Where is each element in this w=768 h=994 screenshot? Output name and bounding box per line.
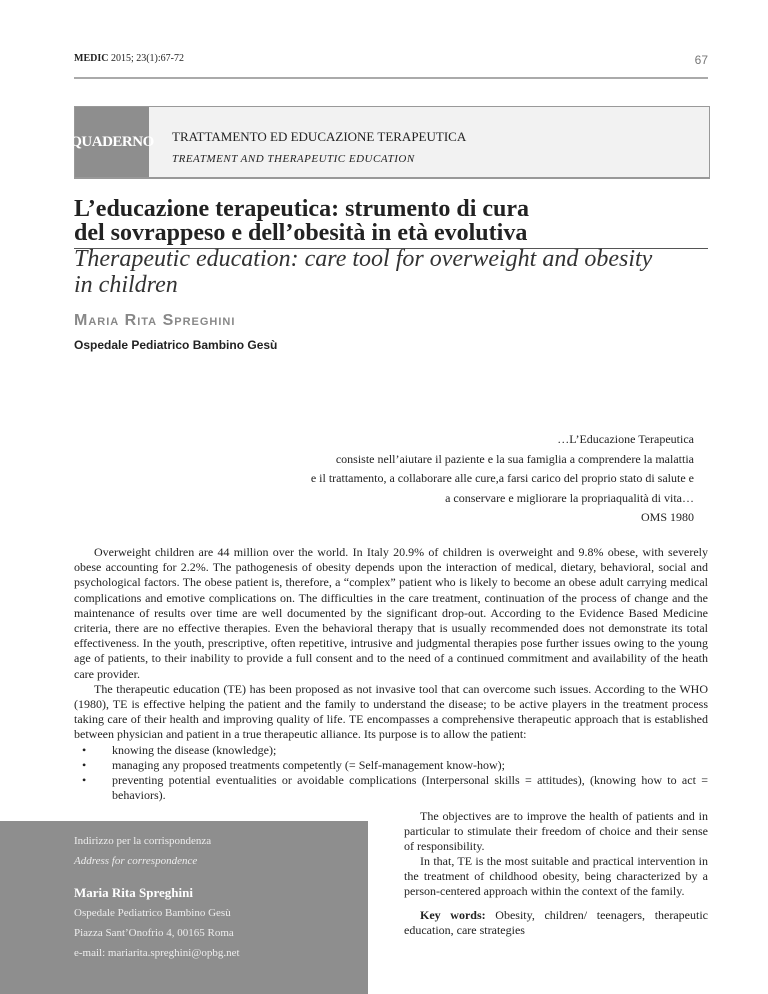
right-column — [404, 809, 708, 938]
citation: MEDIC 2015; 23(1):67-72 — [74, 53, 184, 64]
quote-line: …L’Educazione Terapeutica — [557, 432, 694, 446]
correspondence-label-en: Address for correspondence — [74, 855, 198, 867]
keywords-label: Key words: — [420, 908, 486, 922]
section-box — [70, 106, 710, 179]
correspondence-institution: Ospedale Pediatrico Bambino Gesù — [74, 907, 231, 919]
correspondence-address: Piazza Sant’Onofrio 4, 00165 Roma — [74, 927, 234, 939]
paragraph: In that, TE is the most suitable and practical intervention in the treatment of childhood obesity, being characterized by a person-centered approach within the context of the family. — [404, 854, 708, 898]
correspondence-box — [0, 821, 368, 994]
list-item: • preventing potential eventualities or avoidable complications (Interpersonal skills = attitudes), (knowing how to act = behaviors). — [112, 773, 708, 803]
author-affiliation: Ospedale Pediatrico Bambino Gesù — [74, 338, 278, 352]
correspondence-label-it: Indirizzo per la corrispondenza — [74, 835, 212, 847]
paragraph: The therapeutic education (TE) has been proposed as not invasive tool that can overcome such issues. According to the WHO (1980), TE is effective helping the patient and the family to understand the disease; to be active players in the treatment process taking care of their health and improving quality of life. TE encompasses a comprehensive therapeutic approach that is established between physician and patient in a true therapeutic alliance. Its purpose is to allow the patient: — [74, 681, 708, 742]
epigraph-quote — [311, 430, 694, 528]
keywords-value: Obesity, children/ teenagers, therapeutic education, care strategies — [404, 908, 709, 937]
header-rule — [74, 77, 708, 79]
section-label: QUADERNO — [75, 107, 149, 177]
article-title — [74, 197, 708, 249]
running-header — [74, 53, 708, 67]
paragraph: Overweight children are 44 million over the world. In Italy 20.9% of children is overweight and 9.8% obese, with severely obese accounting for 2.2%. The pathogenesis of obesity depends upon the interaction of medical, dietary, behavioral, social and psychological factors. The obese patient is, therefore, a “complex” patient who is likely to become an obese adult carrying medical complications and emotive complications on. The difficulties in the care treatment, continuation of the process of change and the maintenance of results over time are well documented by the significant drop-out. According to the Evidence Based Medicine criteria, there are no effective therapies. Even the behavioral therapy that is usually recommended does not demonstrate its total effectiveness. In the youth, prescriptive, often repetitive, intrusive and judgmental therapies pose further issues owing to the young age of patients, to their inability to provide a full consent and to the need of a continued commitment and availability of the heath care provider. — [74, 545, 708, 681]
quote-line: consiste nell’aiutare il paziente e la sua famiglia a comprendere la malattia — [335, 451, 694, 466]
page-number: 67 — [694, 53, 708, 67]
title-line: del sovrappeso e dell’obesità in età evolutiva — [74, 220, 528, 246]
list-item: • managing any proposed treatments competently (= Self-management know-how); — [112, 758, 708, 773]
quote-source: OMS 1980 — [640, 510, 694, 524]
article-subtitle: Therapeutic education: care tool for overweight and obesity in children — [74, 246, 653, 298]
section-title-it: TRATTAMENTO ED EDUCAZIONE TERAPEUTICA — [172, 129, 467, 144]
author-name: Maria Rita Spreghini — [74, 312, 236, 329]
quote-line: a conservare e migliorare la propriaqualità di vita… — [445, 490, 694, 505]
quote-line: e il trattamento, a collaborare alle cure,a farsi carico del proprio stato di salute e — [310, 471, 694, 485]
section-title-en: TREATMENT AND THERAPEUTIC EDUCATION — [172, 153, 415, 165]
purpose-list — [74, 743, 708, 804]
correspondence-email[interactable]: e-mail: mariarita.spreghini@opbg.net — [74, 947, 240, 959]
list-item: • knowing the disease (knowledge); — [112, 743, 708, 758]
keywords — [404, 908, 708, 938]
paragraph: The objectives are to improve the health of patients and in particular to stimulate their freedom of choice and their sense of responsibility. — [404, 809, 708, 853]
abstract-body — [74, 545, 708, 803]
correspondence-name: Maria Rita Spreghini — [74, 885, 193, 900]
title-line: L’educazione terapeutica: strumento di cura — [74, 196, 530, 222]
